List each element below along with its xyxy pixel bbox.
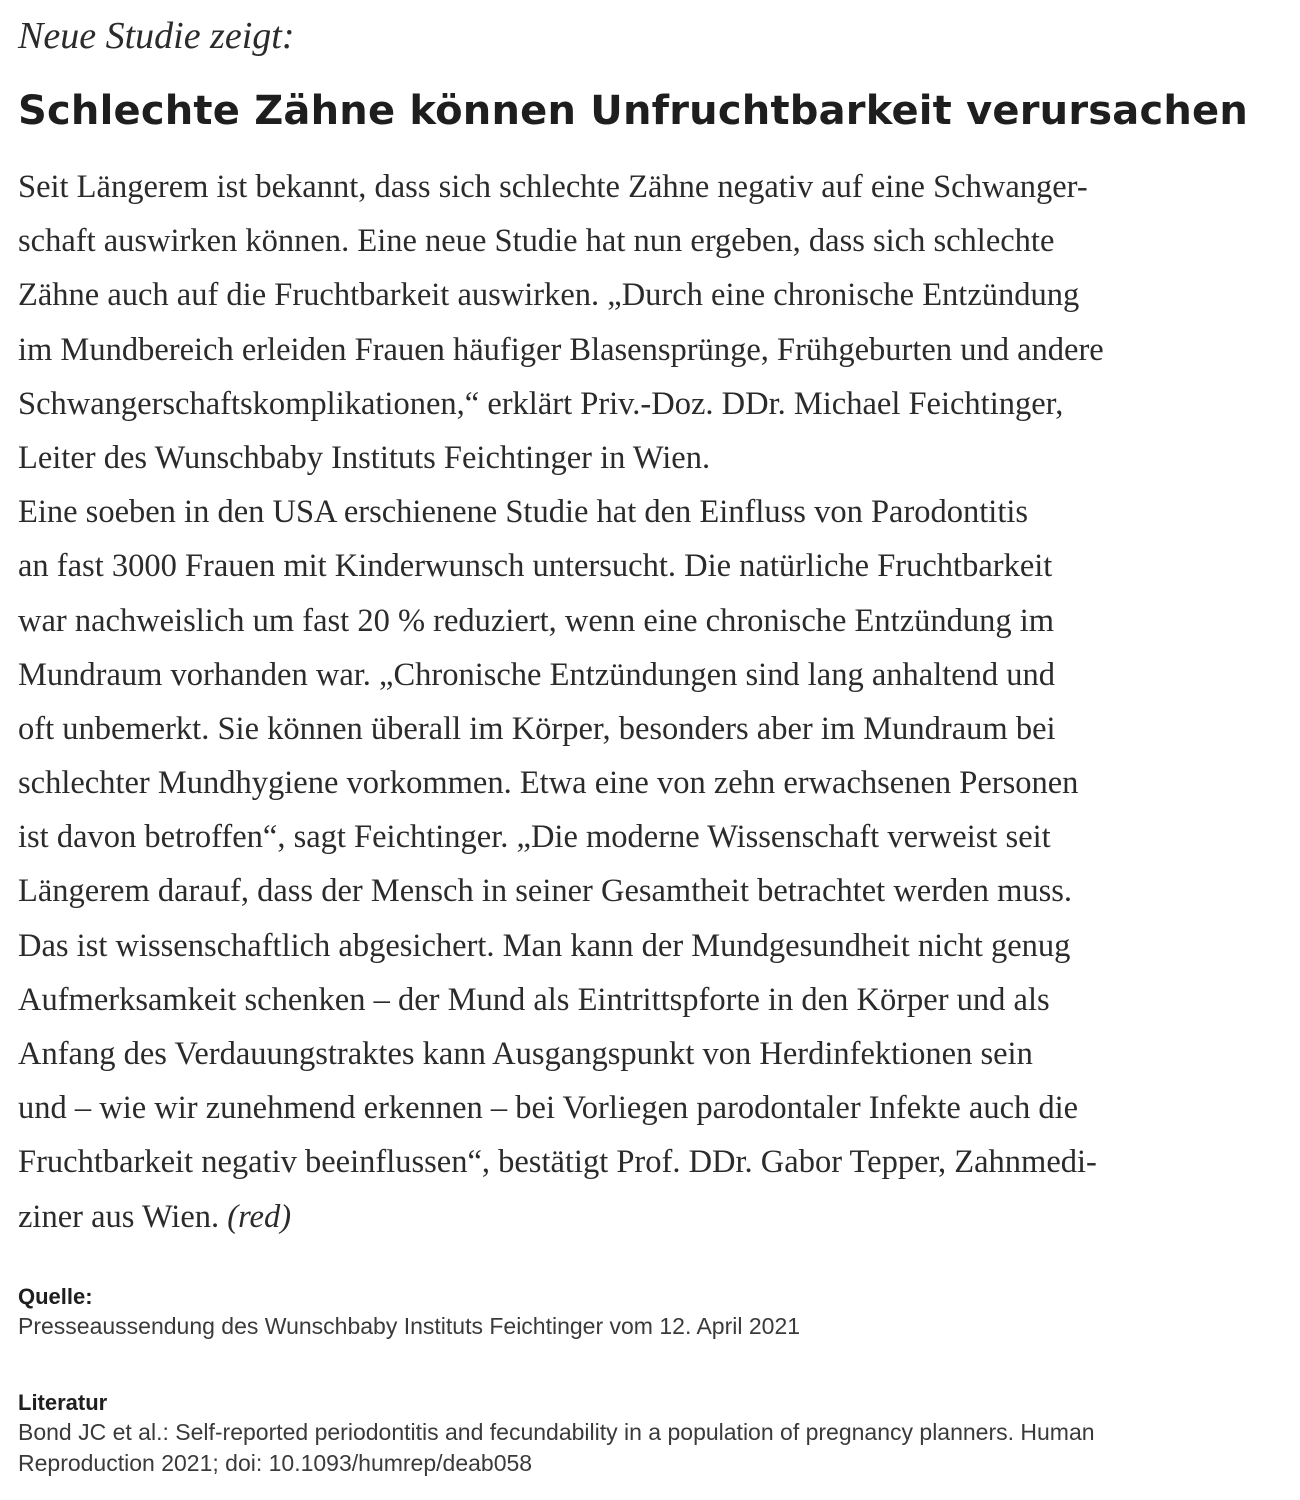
body-line: Leiter des Wunschbaby Instituts Feichtinger in Wien. [18, 439, 711, 476]
body-line: Eine soeben in den USA erschienene Studie hat den Einfluss von Parodontitis [18, 494, 1029, 531]
body-last-text: ziner aus Wien. [18, 1198, 220, 1235]
body-line: schaft auswirken können. Eine neue Studie hat nun ergeben, dass sich schlechte [18, 223, 1055, 260]
body-line: schlechter Mundhygiene vorkommen. Etwa eine von zehn erwachsenen Personen [18, 765, 1079, 802]
article-kicker: Neue Studie zeigt: [18, 15, 295, 57]
source-label: Quelle: [18, 1284, 93, 1309]
body-line: an fast 3000 Frauen mit Kinderwunsch untersucht. Die natürliche Fruchtbarkeit [18, 548, 1053, 585]
literature-citation-line-2: Reproduction 2021; doi: 10.1093/humrep/deab058 [18, 1450, 533, 1476]
literature-label: Literatur [18, 1390, 108, 1415]
body-line: Längerem darauf, dass der Mensch in seiner Gesamtheit betrachtet werden muss. [18, 873, 1073, 910]
body-line: Mundraum vorhanden war. „Chronische Entzündungen sind lang anhaltend und [18, 656, 1056, 693]
article-headline: Schlechte Zähne können Unfruchtbarkeit verursachen [18, 88, 1249, 134]
body-line: Anfang des Verdauungstraktes kann Ausgangspunkt von Herdinfektionen sein [18, 1036, 1033, 1072]
body-line: Fruchtbarkeit negativ beeinflussen“, bestätigt Prof. DDr. Gabor Tepper, Zahnmedi- [18, 1144, 1097, 1181]
body-line: im Mundbereich erleiden Frauen häufiger Blasensprünge, Frühgeburten und andere [18, 331, 1104, 368]
article-body [18, 160, 1282, 1244]
source-text: Presseaussendung des Wunschbaby Instituts Feichtinger vom 12. April 2021 [18, 1313, 801, 1339]
author-signoff: (red) [227, 1198, 292, 1235]
body-line: Das ist wissenschaftlich abgesichert. Man kann der Mundgesundheit nicht genug [18, 927, 1071, 964]
body-line: war nachweislich um fast 20 % reduziert, wenn eine chronische Entzündung im [18, 602, 1055, 639]
body-line: oft unbemerkt. Sie können überall im Körper, besonders aber im Mundraum bei [18, 710, 1056, 747]
body-line: und – wie wir zunehmend erkennen – bei Vorliegen parodontaler Infekte auch die [18, 1090, 1079, 1127]
literature-citation-line-1: Bond JC et al.: Self-reported periodontitis and fecundability in a population of pregnancy planners. Human [18, 1419, 1095, 1445]
body-line: ist davon betroffen“, sagt Feichtinger. „Die moderne Wissenschaft verweist seit [18, 819, 1051, 856]
body-line: Schwangerschaftskomplikationen,“ erklärt Priv.-Doz. DDr. Michael Feichtinger, [18, 385, 1064, 422]
body-line: Zähne auch auf die Fruchtbarkeit auswirken. „Durch eine chronische Entzündung [18, 277, 1080, 314]
literature-section [18, 1389, 1278, 1479]
body-line: Seit Längerem ist bekannt, dass sich schlechte Zähne negativ auf eine Schwanger- [18, 169, 1088, 205]
body-line: Aufmerksamkeit schenken – der Mund als Eintrittspforte in den Körper und als [18, 981, 1050, 1018]
body-line-last [18, 1190, 1282, 1244]
source-section [18, 1283, 800, 1342]
